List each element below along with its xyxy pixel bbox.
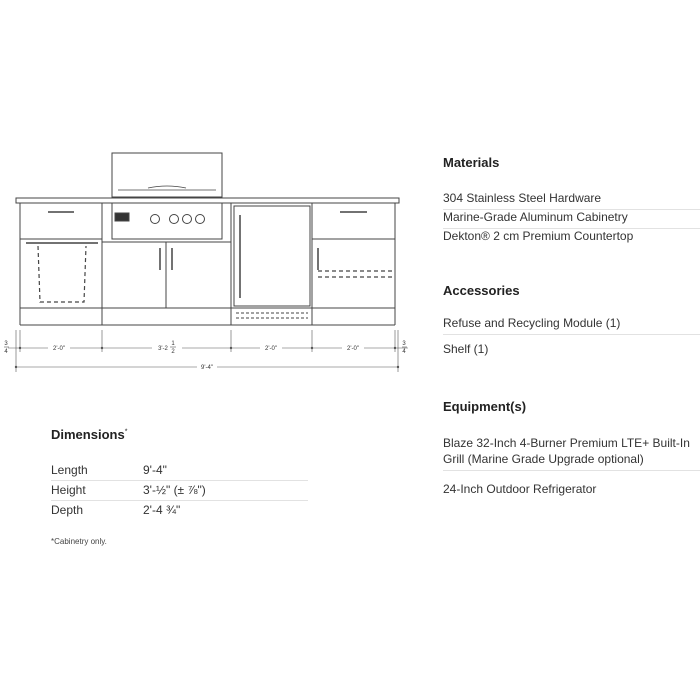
dimension-row bbox=[51, 501, 308, 520]
dimensions-footnote: *Cabinetry only. bbox=[51, 537, 107, 546]
width-grill-cabinet: 3'-2 bbox=[158, 346, 168, 352]
materials-item: Dekton® 2 cm Premium Countertop bbox=[443, 229, 634, 243]
dimensions-title-mark: * bbox=[124, 428, 128, 436]
dimension-row bbox=[51, 481, 308, 501]
width-right-cabinet: 2'-0" bbox=[347, 346, 359, 352]
equipment-heading: Equipment(s) bbox=[443, 399, 527, 414]
left-drawer bbox=[20, 203, 102, 239]
dimension-label: Height bbox=[51, 483, 86, 497]
dimension-row bbox=[51, 461, 308, 481]
right-drawer bbox=[312, 203, 395, 239]
accessories-heading: Accessories bbox=[443, 283, 520, 298]
width-grill-fraction-den: 2 bbox=[171, 349, 175, 355]
materials-item: Marine-Grade Aluminum Cabinetry bbox=[443, 209, 700, 229]
refrigerator bbox=[234, 206, 310, 306]
dimension-value: 2'-4 ¾" bbox=[143, 503, 181, 517]
materials-heading: Materials bbox=[443, 155, 500, 170]
dimension-label: Depth bbox=[51, 503, 84, 517]
dimension-value: 9'-4" bbox=[143, 463, 167, 477]
left-end-fraction-den: 4 bbox=[4, 349, 8, 355]
total-width: 9'-4" bbox=[201, 365, 213, 371]
width-grill-fraction-num: 1 bbox=[171, 341, 175, 347]
width-left-cabinet: 2'-0" bbox=[53, 346, 65, 352]
accessories-item: Shelf (1) bbox=[443, 342, 489, 356]
grill-hood bbox=[112, 153, 222, 197]
outdoor-kitchen-elevation-drawing bbox=[0, 140, 420, 380]
width-fridge-cabinet: 2'-0" bbox=[265, 346, 277, 352]
countertop bbox=[16, 198, 399, 203]
dimension-value: 3'-½" (± ⅞") bbox=[143, 483, 206, 497]
equipment-item: Blaze 32-Inch 4-Burner Premium LTE+ Built-In Grill (Marine Grade Upgrade optional) bbox=[443, 435, 700, 471]
equipment-item: 24-Inch Outdoor Refrigerator bbox=[443, 482, 597, 496]
dimensions-heading bbox=[51, 427, 127, 442]
right-end-fraction-num: 3 bbox=[402, 341, 406, 347]
dimensions-title: Dimensions bbox=[51, 427, 125, 442]
dimension-label: Length bbox=[51, 463, 88, 477]
accessories-item: Refuse and Recycling Module (1) bbox=[443, 315, 700, 335]
materials-item: 304 Stainless Steel Hardware bbox=[443, 190, 700, 210]
left-end-fraction-num: 3 bbox=[4, 341, 8, 347]
right-end-fraction-den: 4 bbox=[402, 349, 406, 355]
